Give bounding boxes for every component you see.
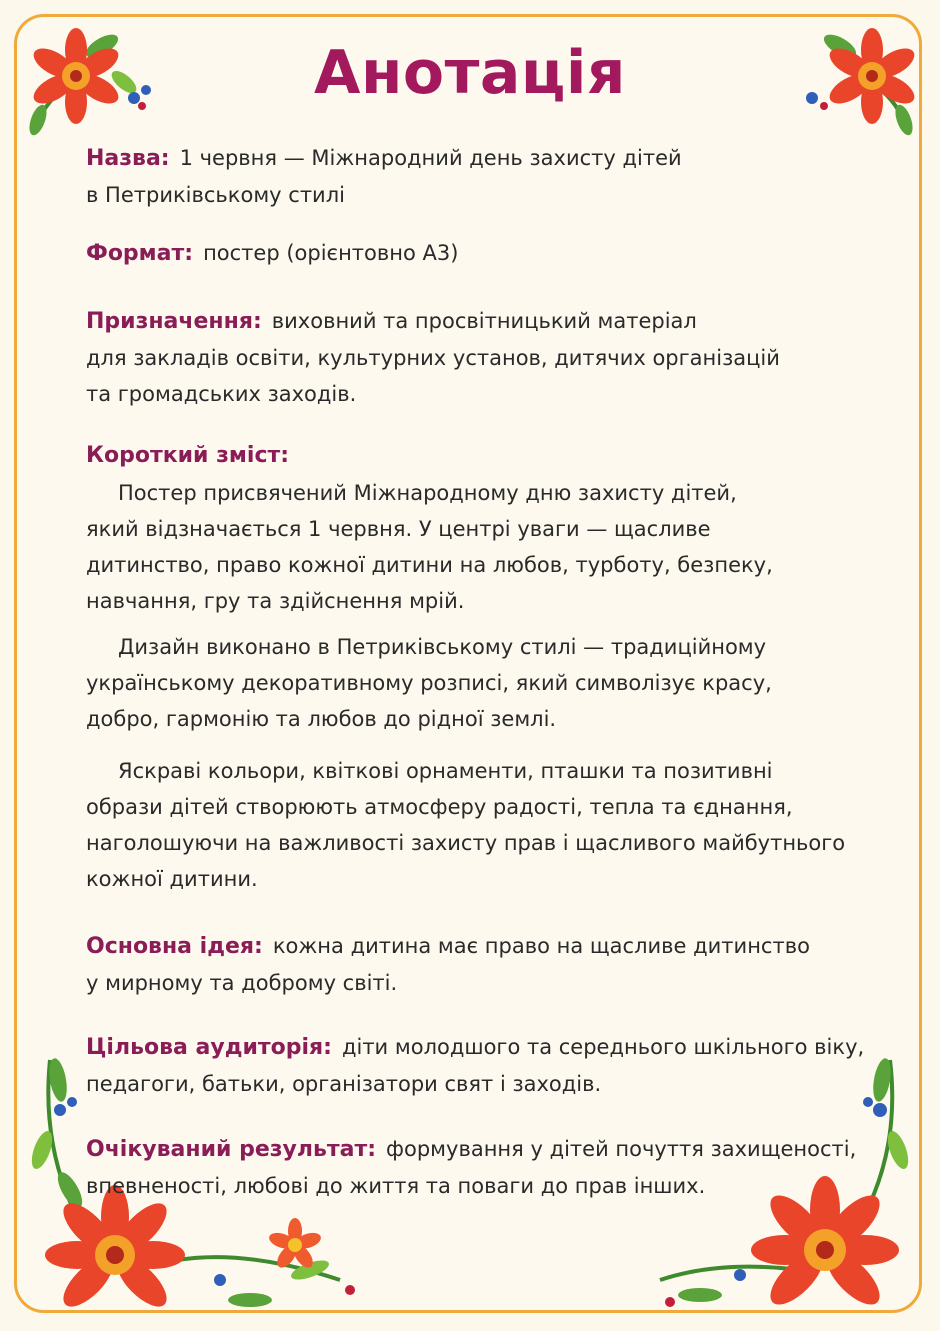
section-name: [86, 140, 866, 213]
summary-p1-line1: Постер присвячений Міжнародному дню захисту дітей,: [118, 481, 737, 505]
summary-p2-line3: добро, гармонію та любов до рідної землі.: [86, 707, 557, 731]
summary-p1-line4: навчання, гру та здійснення мрій.: [86, 589, 465, 613]
summary-label: Короткий зміст:: [86, 443, 290, 468]
summary-p3-line3: наголошуючи на важливості захисту прав і щасливого майбутнього: [86, 831, 846, 855]
audience-text-line1: діти молодшого та середнього шкільного віку,: [341, 1035, 865, 1059]
purpose-text-line2: для закладів освіти, культурних установ, дитячих організацій: [86, 346, 780, 370]
name-label: Назва:: [86, 146, 170, 171]
result-text-line2: впевненості, любові до життя та поваги до прав інших.: [86, 1174, 706, 1198]
summary-p3-line1: Яскраві кольори, квіткові орнаменти, пташки та позитивні: [118, 759, 773, 783]
purpose-label: Призначення:: [86, 309, 262, 334]
section-audience: [86, 1029, 866, 1102]
summary-p3-line4: кожної дитини.: [86, 867, 258, 891]
format-label: Формат:: [86, 241, 194, 266]
audience-text-line2: педагоги, батьки, організатори свят і заходів.: [86, 1072, 602, 1096]
section-idea: [86, 928, 866, 1001]
summary-p1-line3: дитинство, право кожної дитини на любов, турботу, безпеку,: [86, 553, 773, 577]
idea-text-line2: у мирному та доброму світі.: [86, 971, 398, 995]
summary-p1-line2: який відзначається 1 червня. У центрі уваги — щасливе: [86, 517, 711, 541]
section-format: [86, 235, 866, 272]
idea-label: Основна ідея:: [86, 934, 263, 959]
idea-text-line1: кожна дитина має право на щасливе дитинство: [272, 934, 810, 958]
summary-p2-line1: Дизайн виконано в Петриківському стилі — традиційному: [118, 635, 767, 659]
summary-p3-line2: образи дітей створюють атмосферу радості, тепла та єднання,: [86, 795, 793, 819]
name-text-line2: в Петриківському стилі: [86, 183, 345, 207]
page-title: Анотація: [314, 38, 626, 108]
format-text: постер (орієнтовно А3): [203, 241, 459, 265]
purpose-text-line1: виховний та просвітницький матеріал: [271, 309, 697, 333]
section-result: [86, 1131, 866, 1204]
name-text-line1: 1 червня — Міжнародний день захисту дітей: [179, 146, 682, 170]
section-summary: [86, 437, 866, 897]
section-purpose: [86, 303, 866, 412]
purpose-text-line3: та громадських заходів.: [86, 382, 357, 406]
result-label: Очікуваний результат:: [86, 1137, 377, 1162]
audience-label: Цільова аудиторія:: [86, 1035, 332, 1060]
result-text-line1: формування у дітей почуття захищеності,: [386, 1137, 857, 1161]
summary-p2-line2: українському декоративному розписі, який символізує красу,: [86, 671, 772, 695]
